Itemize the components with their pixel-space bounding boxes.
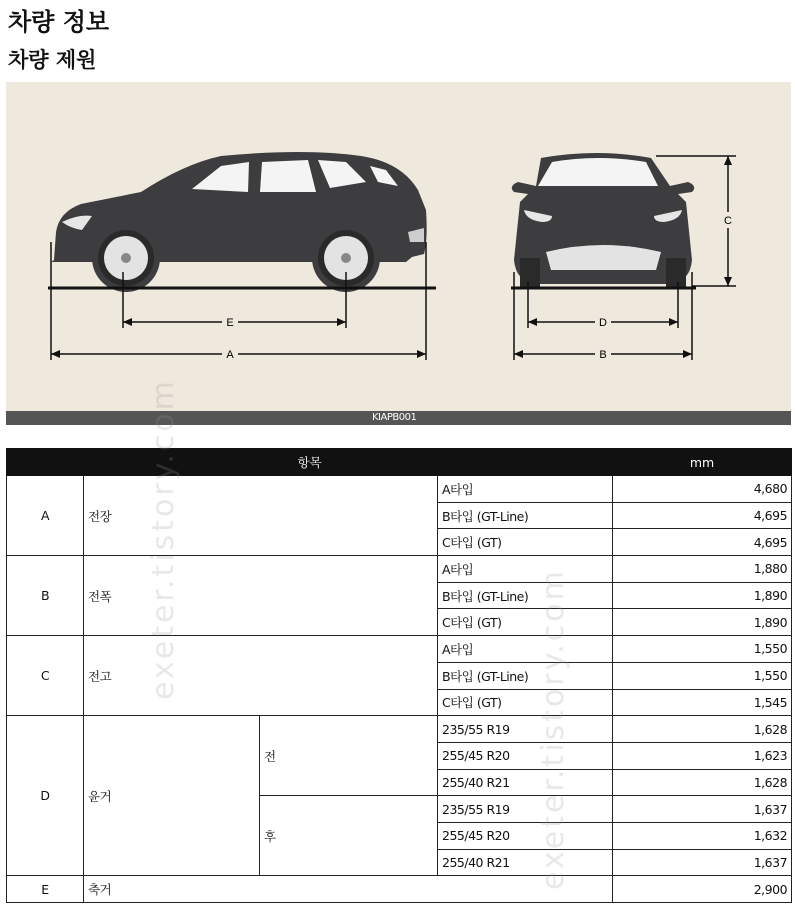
row-code: D <box>7 716 84 876</box>
row-name: 전장 <box>84 476 438 556</box>
row-spec: 255/40 R21 <box>438 849 613 876</box>
row-value: 1,550 <box>613 636 792 663</box>
table-header-row <box>7 449 792 476</box>
header-unit: mm <box>613 449 792 476</box>
row-value: 4,695 <box>613 502 792 529</box>
figure-caption-bar <box>6 411 791 425</box>
row-value: 1,632 <box>613 822 792 849</box>
row-name: 축거 <box>84 876 613 903</box>
row-spec: A타입 <box>438 476 613 503</box>
row-spec: C타입 (GT) <box>438 609 613 636</box>
row-value: 1,880 <box>613 556 792 583</box>
row-value: 2,900 <box>613 876 792 903</box>
row-value: 1,550 <box>613 662 792 689</box>
car-side-front-wheel <box>92 224 160 292</box>
table-row <box>7 476 792 503</box>
row-spec: B타입 (GT-Line) <box>438 662 613 689</box>
row-value: 4,680 <box>613 476 792 503</box>
row-spec: 235/55 R19 <box>438 796 613 823</box>
row-value: 1,545 <box>613 689 792 716</box>
vehicle-dimension-diagram <box>6 82 791 425</box>
row-spec: C타입 (GT) <box>438 689 613 716</box>
table-row <box>7 556 792 583</box>
row-sub-label: 후 <box>260 796 438 876</box>
car-front-tire-left <box>520 258 540 288</box>
row-value: 4,695 <box>613 529 792 556</box>
row-spec: A타입 <box>438 556 613 583</box>
car-front-view <box>511 153 696 288</box>
row-spec: B타입 (GT-Line) <box>438 502 613 529</box>
row-code: E <box>7 876 84 903</box>
row-value: 1,637 <box>613 849 792 876</box>
side-arrowheads <box>51 318 426 358</box>
svg-text:C: C <box>724 215 732 227</box>
label-e <box>222 314 238 330</box>
row-code: C <box>7 636 84 716</box>
car-side-view <box>48 152 436 292</box>
section-title: 차량 제원 <box>8 48 97 72</box>
svg-text:E: E <box>226 317 234 329</box>
car-front-windshield <box>538 158 658 186</box>
row-code: B <box>7 556 84 636</box>
label-b <box>595 346 611 362</box>
dimensions-table <box>6 448 792 903</box>
row-spec: 255/45 R20 <box>438 742 613 769</box>
label-d <box>595 314 611 330</box>
row-sub-label: 전 <box>260 716 438 796</box>
row-spec: 255/40 R21 <box>438 769 613 796</box>
row-value: 1,623 <box>613 742 792 769</box>
svg-text:A: A <box>226 349 234 361</box>
table-row <box>7 636 792 663</box>
row-spec: 255/45 R20 <box>438 822 613 849</box>
watermark-left: exeter.tistory.com <box>146 378 181 700</box>
row-code: A <box>7 476 84 556</box>
row-name: 전고 <box>84 636 438 716</box>
row-spec: A타입 <box>438 636 613 663</box>
label-a <box>222 346 238 362</box>
row-value: 1,628 <box>613 769 792 796</box>
row-value: 1,637 <box>613 796 792 823</box>
row-name: 전폭 <box>84 556 438 636</box>
row-value: 1,890 <box>613 609 792 636</box>
page-title: 차량 정보 <box>8 8 110 36</box>
table-row <box>7 716 792 743</box>
row-value: 1,628 <box>613 716 792 743</box>
svg-text:D: D <box>599 317 607 329</box>
svg-text:B: B <box>599 349 607 361</box>
car-front-tire-right <box>666 258 686 288</box>
label-c <box>720 212 736 228</box>
row-name: 윤거 <box>84 716 260 876</box>
row-spec: C타입 (GT) <box>438 529 613 556</box>
vehicle-dimension-figure <box>6 82 791 425</box>
row-spec: B타입 (GT-Line) <box>438 582 613 609</box>
figure-caption: KIAPB001 <box>372 412 417 423</box>
car-side-window-rear <box>260 160 316 192</box>
watermark-right: exeter.tistory.com <box>536 568 571 890</box>
row-value: 1,890 <box>613 582 792 609</box>
row-spec: 235/55 R19 <box>438 716 613 743</box>
car-front-grille <box>546 245 661 270</box>
table-row <box>7 876 792 903</box>
header-item: 항목 <box>7 449 613 476</box>
